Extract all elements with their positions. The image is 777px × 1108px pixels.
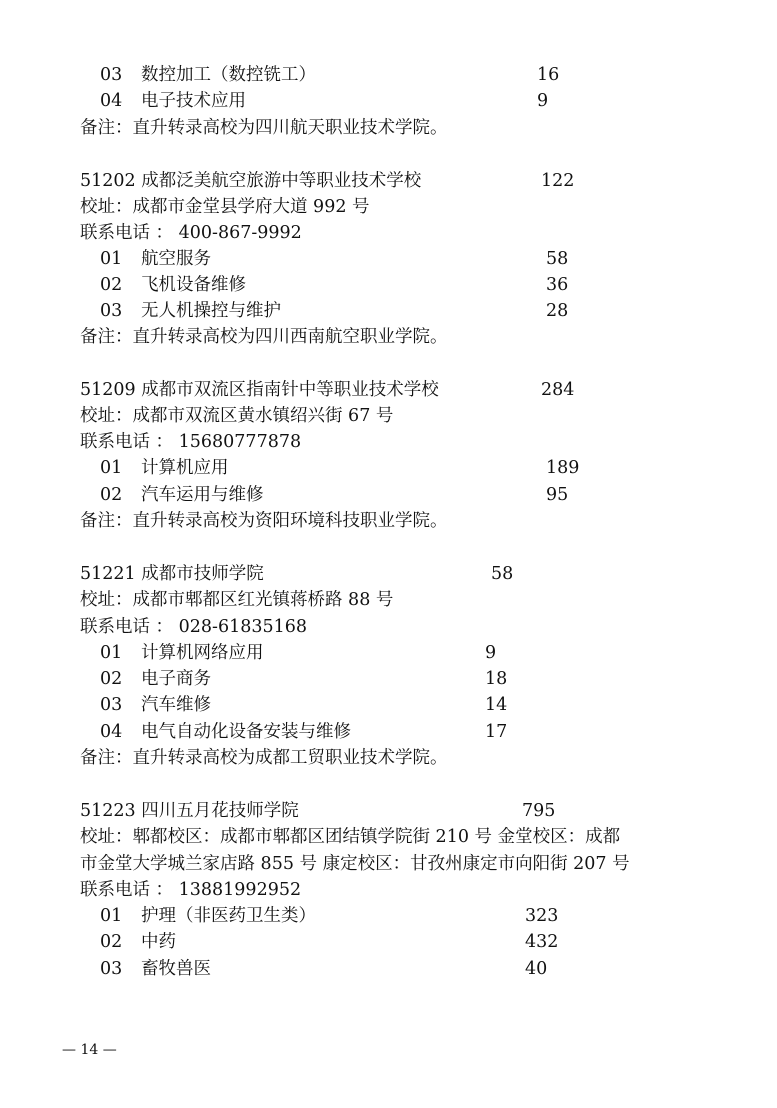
major-code: 03 xyxy=(100,695,123,715)
note-line: 备注：直升转录高校为资阳环境科技职业学院。 xyxy=(80,511,448,531)
major-name: 计算机应用 xyxy=(141,458,229,478)
page-number: — 14 — xyxy=(62,1042,117,1058)
major-count: 432 xyxy=(525,932,559,952)
major-count: 40 xyxy=(525,959,548,979)
major-code: 02 xyxy=(100,669,123,689)
school-total: 58 xyxy=(491,564,514,584)
major-name: 汽车运用与维修 xyxy=(141,485,264,505)
major-code: 04 xyxy=(100,91,123,111)
major-name: 飞机设备维修 xyxy=(141,275,246,295)
major-count: 16 xyxy=(537,65,560,85)
major-code: 03 xyxy=(100,65,123,85)
major-name: 电子技术应用 xyxy=(141,91,246,111)
major-code: 04 xyxy=(100,722,123,742)
school-address: 校址：成都市双流区黄水镇绍兴街 67 号 xyxy=(80,406,394,426)
major-count: 95 xyxy=(546,485,569,505)
major-name: 中药 xyxy=(141,932,176,952)
major-code: 02 xyxy=(100,485,123,505)
school-address: 市金堂大学城兰家店路 855 号 康定校区：甘孜州康定市向阳街 207 号 xyxy=(80,854,630,874)
major-code: 02 xyxy=(100,932,123,952)
major-code: 01 xyxy=(100,906,123,926)
major-code: 01 xyxy=(100,249,123,269)
major-code: 03 xyxy=(100,301,123,321)
major-count: 14 xyxy=(485,695,508,715)
major-name: 数控加工（数控铣工） xyxy=(141,65,316,85)
major-name: 护理（非医药卫生类） xyxy=(141,906,316,926)
school-address: 校址：郫都校区：成都市郫都区团结镇学院街 210 号 金堂校区：成都 xyxy=(80,827,621,847)
major-count: 189 xyxy=(546,458,580,478)
note-line: 备注：直升转录高校为四川西南航空职业学院。 xyxy=(80,327,448,347)
school-phone: 联系电话 ： 400-867-9992 xyxy=(80,223,302,243)
major-count: 9 xyxy=(537,91,549,111)
school-total: 122 xyxy=(541,171,575,191)
major-count: 18 xyxy=(485,669,508,689)
school-heading: 51221 成都市技师学院 xyxy=(80,564,264,584)
school-total: 284 xyxy=(541,380,575,400)
major-code: 01 xyxy=(100,643,123,663)
school-total: 795 xyxy=(522,801,556,821)
major-name: 无人机操控与维护 xyxy=(141,301,281,321)
school-phone: 联系电话 ： 13881992952 xyxy=(80,880,302,900)
major-name: 畜牧兽医 xyxy=(141,959,211,979)
major-count: 36 xyxy=(546,275,569,295)
major-count: 28 xyxy=(546,301,569,321)
school-heading: 51223 四川五月花技师学院 xyxy=(80,801,299,821)
note-line: 备注：直升转录高校为四川航天职业技术学院。 xyxy=(80,118,448,138)
note-line: 备注：直升转录高校为成都工贸职业技术学院。 xyxy=(80,748,448,768)
school-address: 校址：成都市金堂县学府大道 992 号 xyxy=(80,197,370,217)
major-name: 电子商务 xyxy=(141,669,211,689)
major-code: 01 xyxy=(100,458,123,478)
major-code: 02 xyxy=(100,275,123,295)
major-name: 电气自动化设备安装与维修 xyxy=(141,722,351,742)
major-name: 汽车维修 xyxy=(141,695,211,715)
major-count: 17 xyxy=(485,722,508,742)
major-count: 58 xyxy=(546,249,569,269)
major-name: 航空服务 xyxy=(141,249,211,269)
major-count: 9 xyxy=(485,643,497,663)
school-heading: 51202 成都泛美航空旅游中等职业技术学校 xyxy=(80,171,422,191)
major-name: 计算机网络应用 xyxy=(141,643,264,663)
major-code: 03 xyxy=(100,959,123,979)
school-phone: 联系电话 ： 028-61835168 xyxy=(80,617,308,637)
school-phone: 联系电话 ： 15680777878 xyxy=(80,432,302,452)
major-count: 323 xyxy=(525,906,559,926)
school-heading: 51209 成都市双流区指南针中等职业技术学校 xyxy=(80,380,439,400)
school-address: 校址：成都市郫都区红光镇蒋桥路 88 号 xyxy=(80,590,394,610)
